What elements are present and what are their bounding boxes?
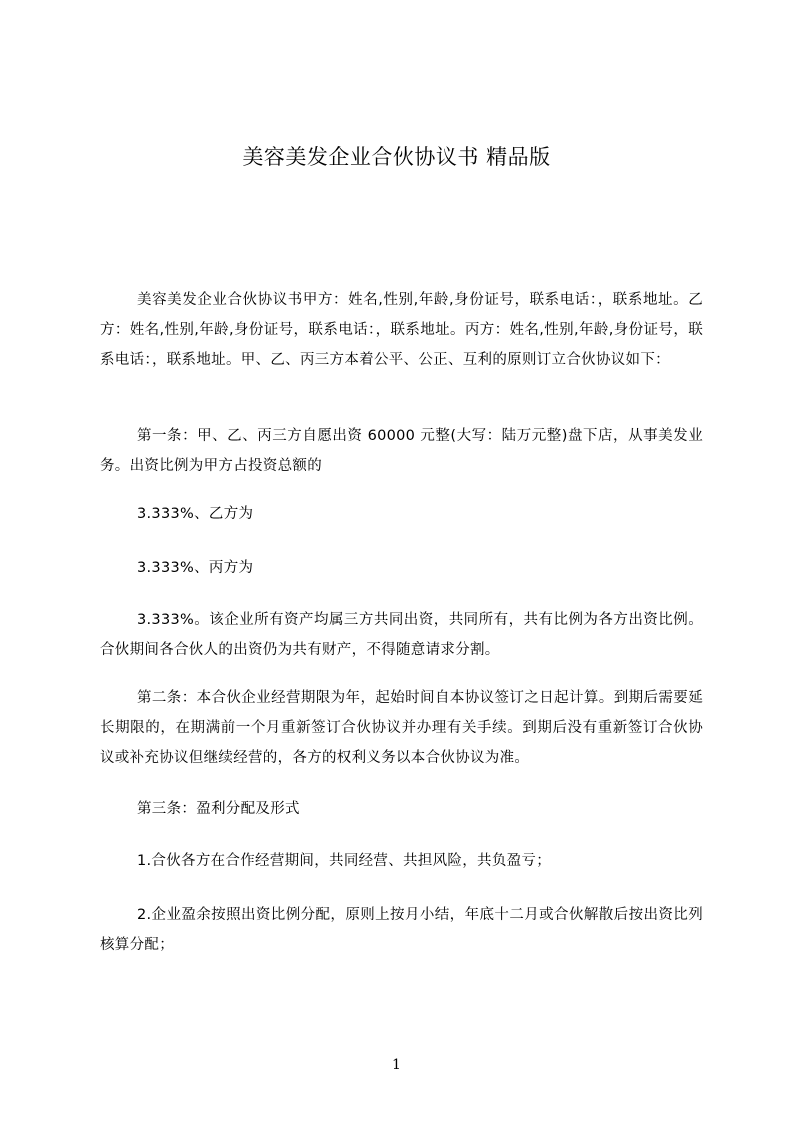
document-title: 美容美发企业合伙协议书 精品版 — [242, 145, 551, 169]
paragraph-article-1: 第一条：甲、乙、丙三方自愿出资 60000 元整(大写：陆万元整)盘下店，从事美发业务。出资比例为甲方占投资总额的 — [100, 428, 703, 474]
paragraph-ratio-b: 3.333%、乙方为 — [137, 506, 254, 522]
paragraph-parties: 美容美发企业合伙协议书甲方：姓名,性别,年龄,身份证号，联系电话：，联系地址。乙方：姓名,性别,年龄,身份证号，联系电话：，联系地址。丙方：姓名,性别,年龄,身份证号，联系电话：，联系地址。甲、乙、丙三方本着公平、公正、互利的原则订立合伙协议如下： — [100, 292, 703, 368]
paragraph-article-2: 第二条：本合伙企业经营期限为年，起始时间自本协议签订之日起计算。到期后需要延长期限的，在期满前一个月重新签订合伙协议并办理有关手续。到期后没有重新签订合伙协议或补充协议但继续经营的，各方的权利义务以本合伙协议为准。 — [100, 690, 703, 766]
paragraph-article-3-item-1: 1.合伙各方在合作经营期间，共同经营、共担风险，共负盈亏； — [137, 853, 552, 869]
page-number: 1 — [392, 1057, 401, 1073]
paragraph-assets: 3.333%。该企业所有资产均属三方共同出资，共同所有，共有比例为各方出资比例。合伙期间各合伙人的出资仍为共有财产，不得随意请求分割。 — [100, 612, 703, 658]
paragraph-ratio-c: 3.333%、丙方为 — [137, 560, 254, 576]
paragraph-article-3-item-2: 2.企业盈余按照出资比例分配，原则上按月小结，年底十二月或合伙解散后按出资比列核算分配； — [100, 907, 703, 953]
paragraph-article-3-heading: 第三条：盈利分配及形式 — [137, 801, 300, 817]
